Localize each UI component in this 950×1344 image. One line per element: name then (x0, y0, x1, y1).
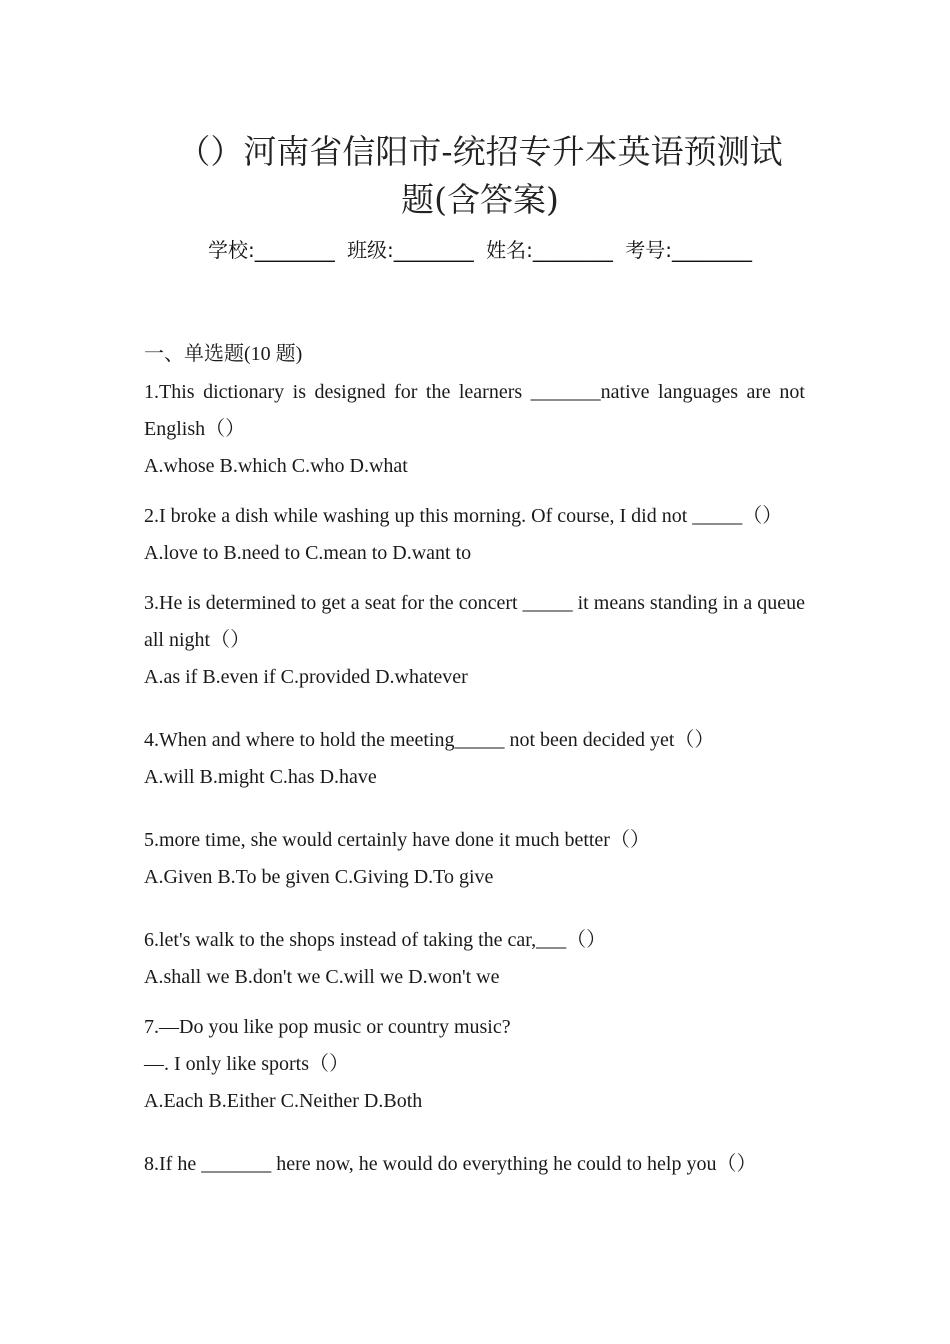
question-stem: 6.let's walk to the shops instead of taking the car,___（） (144, 929, 607, 951)
question-options: A.as if B.even if C.provided D.whatever (144, 666, 468, 688)
question-options: A.Given B.To be given C.Giving D.To give (144, 866, 494, 888)
section-heading: 一、单选题(10 题) (144, 343, 303, 365)
question-options: A.Each B.Either C.Neither D.Both (144, 1090, 423, 1112)
spacer (144, 572, 805, 585)
question-stem: 2.I broke a dish while washing up this morning. Of course, I did not _____（） (144, 505, 783, 527)
question-options: A.love to B.need to C.mean to D.want to (144, 542, 472, 564)
spacer (144, 796, 805, 822)
question-list (144, 336, 805, 1183)
spacer (144, 485, 805, 498)
question-stem-continued: —. I only like sports（） (144, 1053, 349, 1075)
question-stem: 1.This dictionary is designed for the learners _______native languages are not English（） (144, 381, 805, 440)
question-stem: 4.When and where to hold the meeting_____ not been decided yet（） (144, 729, 715, 751)
title-line-2: 题(含答案) (401, 180, 559, 219)
class-field: 班级:________ (347, 238, 474, 262)
question-stem: 5.more time, she would certainly have done it much better（） (144, 829, 650, 851)
spacer (144, 996, 805, 1009)
school-field: 学校:________ (207, 238, 335, 262)
question-4 (144, 722, 805, 796)
question-5 (144, 822, 805, 896)
question-options: A.will B.might C.has D.have (144, 766, 377, 788)
spacer (144, 1120, 805, 1146)
question-7 (144, 1009, 805, 1120)
document-title (130, 128, 830, 224)
question-6 (144, 922, 805, 996)
question-3 (144, 585, 805, 696)
spacer (144, 696, 805, 722)
question-options: A.shall we B.don't we C.will we D.won't we (144, 966, 500, 988)
question-stem: 8.If he _______ here now, he would do everything he could to help you（） (144, 1153, 757, 1175)
question-8 (144, 1146, 805, 1183)
question-1 (144, 374, 805, 485)
question-options: A.whose B.which C.who D.what (144, 455, 408, 477)
spacer (144, 896, 805, 922)
title-line-1: （）河南省信阳市-统招专升本英语预测试 (177, 132, 783, 171)
student-info-row (130, 236, 830, 264)
question-2 (144, 498, 805, 572)
exam-number-field: 考号:________ (625, 238, 753, 262)
question-stem: 3.He is determined to get a seat for the concert _____ it means standing in a queue all night（） (144, 592, 805, 651)
question-stem: 7.—Do you like pop music or country music? (144, 1016, 511, 1038)
name-field: 姓名:________ (486, 238, 613, 262)
